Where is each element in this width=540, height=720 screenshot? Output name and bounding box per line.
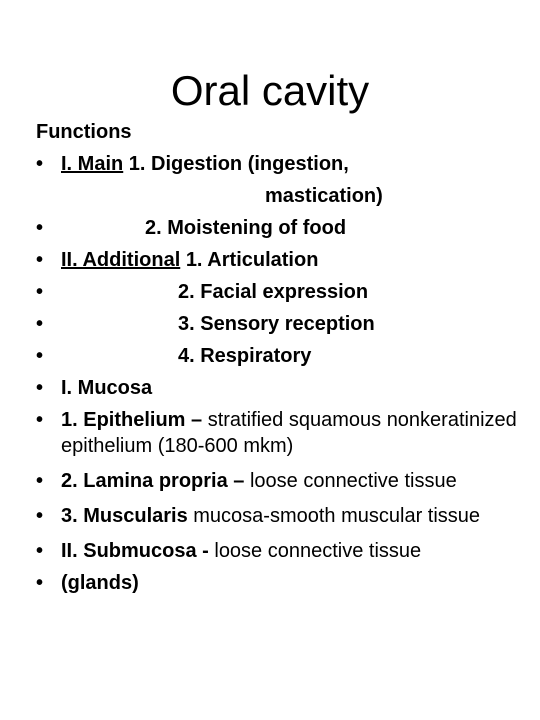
bullet-icon: •: [36, 345, 44, 367]
bullet-icon: •: [36, 409, 44, 431]
list-item-mucosa: [36, 372, 526, 404]
list-item-facial: [36, 276, 526, 308]
bullet-icon: •: [36, 505, 44, 527]
list-item-epithelium: [36, 404, 526, 465]
additional-item-sensory: 3. Sensory reception: [178, 313, 375, 335]
list-item-glands: [36, 567, 526, 599]
additional-item-articulation: 1. Articulation: [185, 249, 319, 271]
bullet-icon: •: [36, 249, 44, 271]
slide-title: Oral cavity: [170, 67, 370, 114]
additional-item-respiratory: 4. Respiratory: [178, 345, 312, 367]
list-item-additional: [36, 244, 526, 276]
bullet-icon: •: [36, 377, 44, 399]
bullet-icon: •: [36, 540, 44, 562]
list-item-lamina-propria: [36, 465, 526, 500]
additional-item-facial: 2. Facial expression: [178, 281, 369, 303]
bullet-icon: •: [36, 217, 44, 239]
main-item-moistening: 2. Moistening of food: [145, 217, 347, 239]
bullet-icon: •: [36, 572, 44, 594]
glands-label: (glands): [61, 572, 139, 594]
main-item-digestion-cont: mastication): [265, 185, 383, 207]
bullet-icon: •: [36, 470, 44, 492]
lamina-propria-term: 2. Lamina propria –: [61, 470, 245, 492]
functions-heading: Functions: [36, 121, 132, 143]
submucosa-term: II. Submucosa -: [61, 540, 209, 562]
slide-body: [36, 116, 526, 599]
epithelium-term: 1. Epithelium –: [61, 409, 203, 431]
list-item-main: [36, 148, 526, 180]
mucosa-label: I. Mucosa: [61, 377, 153, 399]
additional-label: II. Additional: [61, 249, 181, 271]
list-item-sensory: [36, 308, 526, 340]
main-item-digestion: 1. Digestion (ingestion,: [128, 153, 349, 175]
muscularis-term: 3. Muscularis: [61, 505, 188, 527]
list-item-continuation: [36, 180, 526, 212]
muscularis-description: mucosa-smooth muscular tissue: [187, 505, 481, 527]
bullet-icon: •: [36, 153, 44, 175]
bullet-icon: •: [36, 281, 44, 303]
list-item-muscularis: [36, 500, 526, 535]
list-item-moistening: [36, 212, 526, 244]
lamina-propria-description: loose connective tissue: [244, 470, 457, 492]
main-label: I. Main: [61, 153, 124, 175]
bullet-icon: •: [36, 313, 44, 335]
list-item-submucosa: [36, 535, 526, 567]
submucosa-description: loose connective tissue: [208, 540, 422, 562]
epithelium-description: stratified squamous nonkeratinized epithelium (180-600 mkm): [61, 409, 517, 457]
list-item-respiratory: [36, 340, 526, 372]
